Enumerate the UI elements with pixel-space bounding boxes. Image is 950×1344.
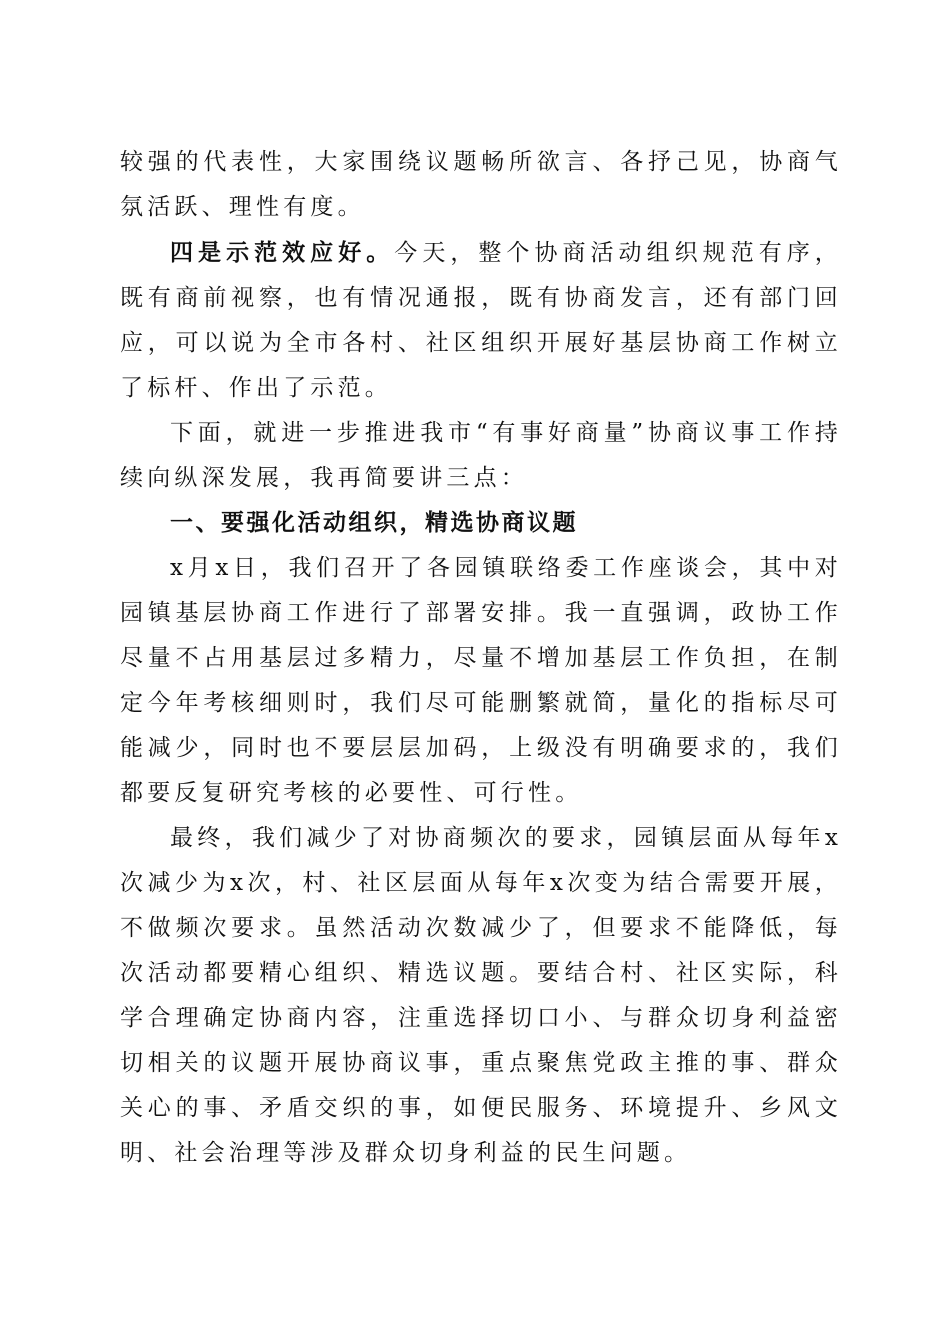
paragraph-continuation xyxy=(120,140,842,230)
paragraph-lead: 四是示范效应好。 xyxy=(170,239,395,266)
section-paragraph: 最终，我们减少了对协商频次的要求，园镇层面从每年x次减少为x次，村、社区层面从每年x次变为结合需要开展，不做频次要求。虽然活动次数减少了，但要求不能降低，每次活动都要精心组织、精选议题。要结合村、社区实际，科学合理确定协商内容，注重选择切口小、与群众切身利益密切相关的议题开展协商议事，重点聚焦党政主推的事、群众关心的事、矛盾交织的事，如便民服务、环境提升、乡风文明、社会治理等涉及群众切身利益的民生问题。 xyxy=(120,825,842,1166)
document-page xyxy=(120,140,842,1176)
section-heading: 一、要强化活动组织，精选协商议题 xyxy=(170,510,578,536)
paragraph-transition xyxy=(120,411,842,501)
paragraph-text: 下面，就进一步推进我市“有事好商量”协商议事工作持续向纵深发展，我再简要讲三点： xyxy=(120,420,842,491)
paragraph-text: 今天，整个协商活动组织规范有序，既有商前视察，也有情况通报，既有协商发言，还有部门回应，可以说为全市各村、社区组织开展好基层协商工作树立了标杆、作出了示范。 xyxy=(120,240,842,401)
paragraph-demonstration-effect xyxy=(120,230,842,411)
section-paragraph: x月x日，我们召开了各园镇联络委工作座谈会，其中对园镇基层协商工作进行了部署安排。我一直强调，政协工作尽量不占用基层过多精力，尽量不增加基层工作负担，在制定今年考核细则时，我们尽可能删繁就简，量化的指标尽可能减少，同时也不要层层加码，上级没有明确要求的，我们都要反复研究考核的必要性、可行性。 xyxy=(120,555,842,806)
paragraph-text: 较强的代表性，大家围绕议题畅所欲言、各抒己见，协商气氛活跃、理性有度。 xyxy=(120,149,842,220)
